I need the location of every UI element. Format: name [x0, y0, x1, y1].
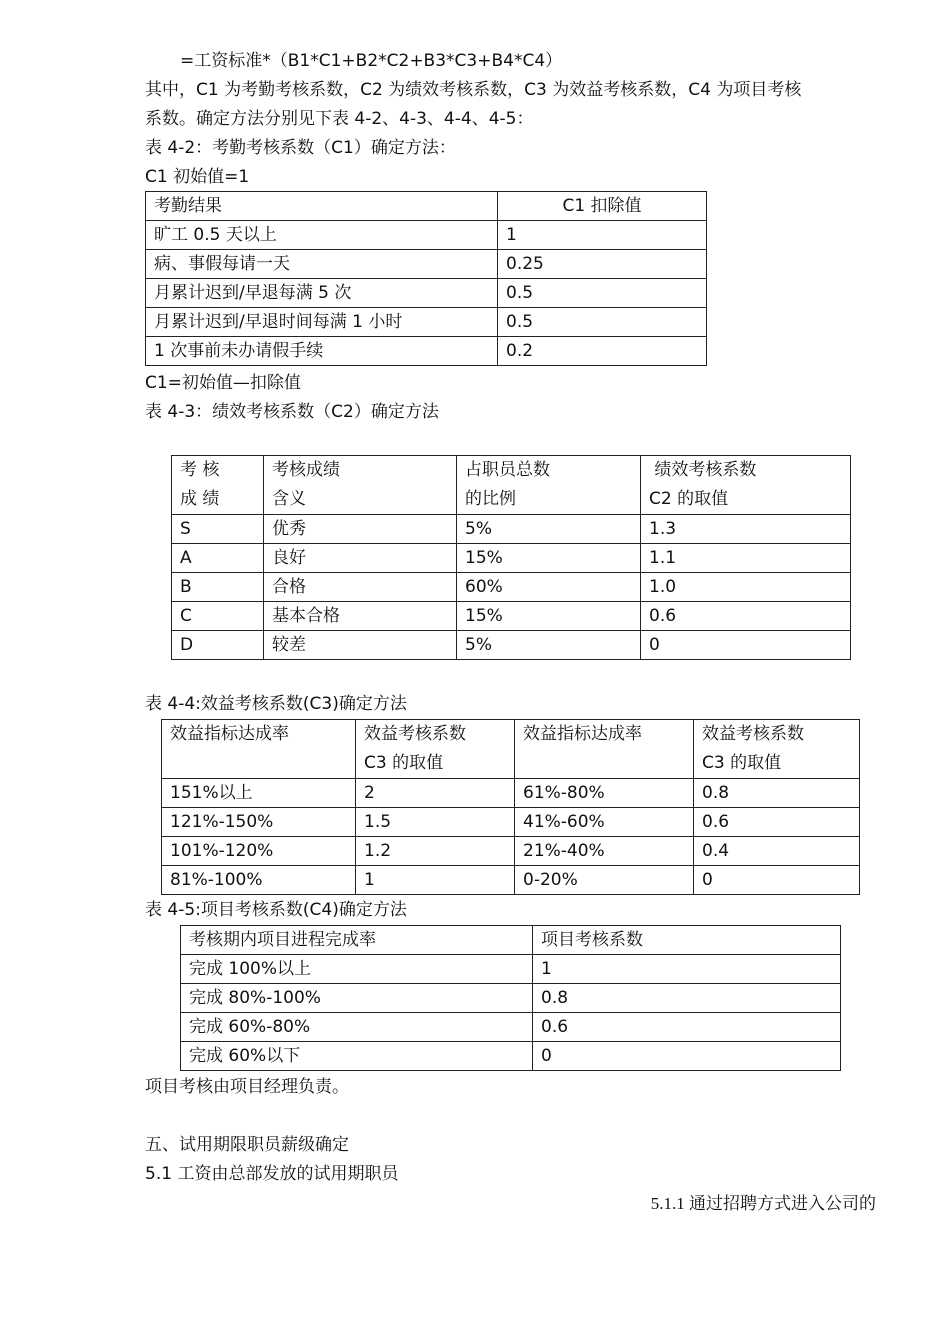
table-4-5-title: 表 4-5:项目考核系数(C4)确定方法 — [145, 900, 407, 920]
table-cell: 0.6 — [641, 602, 851, 631]
table-cell: 101%-120% — [162, 837, 356, 866]
header-cell: 考核成绩 含义 — [264, 456, 457, 515]
table-cell: 0.2 — [498, 337, 707, 366]
table-cell: 0.8 — [694, 779, 860, 808]
table-row — [172, 515, 851, 544]
header-cell: 绩效考核系数 C2 的取值 — [641, 456, 851, 515]
header-cell: 效益考核系数 C3 的取值 — [356, 720, 515, 779]
table-cell: 15% — [457, 602, 641, 631]
header-cell: 效益指标达成率 — [162, 720, 356, 779]
table-4-3-title: 表 4-3：绩效考核系数（C2）确定方法 — [145, 402, 439, 422]
c1-formula: C1=初始值—扣除值 — [145, 373, 301, 393]
table-cell: C — [172, 602, 264, 631]
table-cell: 月累计迟到/早退每满 5 次 — [146, 279, 498, 308]
header-cell: 考勤结果 — [146, 192, 498, 221]
table-cell: 0 — [694, 866, 860, 895]
table-cell: 1 次事前未办请假手续 — [146, 337, 498, 366]
table-row — [172, 631, 851, 660]
table-header-row — [162, 720, 860, 779]
table-cell: 1.5 — [356, 808, 515, 837]
table-cell: D — [172, 631, 264, 660]
section-5-heading: 五、试用期限职员薪级确定 — [145, 1135, 349, 1155]
table-cell: 完成 60%-80% — [181, 1013, 533, 1042]
table-4-2-title: 表 4-2：考勤考核系数（C1）确定方法： — [145, 138, 456, 158]
table-header-row — [172, 456, 851, 515]
table-cell: S — [172, 515, 264, 544]
table-row — [146, 250, 707, 279]
table-cell: 0.25 — [498, 250, 707, 279]
table-cell: B — [172, 573, 264, 602]
table-cell: 0.5 — [498, 308, 707, 337]
description-line-2: 系数。确定方法分别见下表 4-2、4-3、4-4、4-5： — [145, 109, 534, 129]
table-row — [172, 573, 851, 602]
table-cell: 0.6 — [694, 808, 860, 837]
table-cell: 5% — [457, 631, 641, 660]
table-row — [181, 955, 841, 984]
table-cell: 较差 — [264, 631, 457, 660]
table-4-5 — [180, 925, 841, 1071]
table-4-2 — [145, 191, 707, 366]
table-row — [172, 602, 851, 631]
section-5-1-heading: 5.1 工资由总部发放的试用期职员 — [145, 1164, 399, 1184]
table-cell: 151%以上 — [162, 779, 356, 808]
table-cell: 病、事假每请一天 — [146, 250, 498, 279]
table-row — [172, 544, 851, 573]
table-cell: 0 — [533, 1042, 841, 1071]
table-cell: 完成 80%-100% — [181, 984, 533, 1013]
table-cell: 月累计迟到/早退时间每满 1 小时 — [146, 308, 498, 337]
table-cell: 41%-60% — [515, 808, 694, 837]
table-row — [181, 1013, 841, 1042]
table-cell: 1 — [356, 866, 515, 895]
project-review-note: 项目考核由项目经理负责。 — [145, 1077, 349, 1097]
table-cell: 1 — [498, 221, 707, 250]
formula-line: =工资标准*（B1*C1+B2*C2+B3*C3+B4*C4） — [180, 51, 563, 71]
table-cell: 优秀 — [264, 515, 457, 544]
table-cell: 15% — [457, 544, 641, 573]
table-cell: 基本合格 — [264, 602, 457, 631]
header-cell: 占职员总数 的比例 — [457, 456, 641, 515]
table-cell: 1.3 — [641, 515, 851, 544]
table-cell: 61%-80% — [515, 779, 694, 808]
table-cell: 5% — [457, 515, 641, 544]
table-cell: 60% — [457, 573, 641, 602]
table-cell: 1.0 — [641, 573, 851, 602]
table-cell: 1.2 — [356, 837, 515, 866]
section-5-1-1-heading: 5.1.1 通过招聘方式进入公司的 — [650, 1194, 876, 1213]
table-cell: 121%-150% — [162, 808, 356, 837]
table-row — [146, 279, 707, 308]
table-header-row — [181, 926, 841, 955]
table-header-row — [146, 192, 707, 221]
table-cell: 2 — [356, 779, 515, 808]
table-row — [146, 221, 707, 250]
description-line-1: 其中，C1 为考勤考核系数，C2 为绩效考核系数，C3 为效益考核系数，C4 为项目考核 — [145, 80, 802, 100]
table-cell: 1.1 — [641, 544, 851, 573]
table-4-3 — [171, 455, 851, 660]
header-cell: 项目考核系数 — [533, 926, 841, 955]
table-cell: 0.6 — [533, 1013, 841, 1042]
table-row — [162, 837, 860, 866]
table-cell: 21%-40% — [515, 837, 694, 866]
table-cell: 0-20% — [515, 866, 694, 895]
table-cell: 完成 60%以下 — [181, 1042, 533, 1071]
table-cell: 旷工 0.5 天以上 — [146, 221, 498, 250]
table-cell: 1 — [533, 955, 841, 984]
table-row — [146, 337, 707, 366]
table-row — [162, 808, 860, 837]
table-row — [181, 984, 841, 1013]
table-cell: 0.4 — [694, 837, 860, 866]
header-cell: C1 扣除值 — [498, 192, 707, 221]
table-cell: 完成 100%以上 — [181, 955, 533, 984]
table-cell: 0.5 — [498, 279, 707, 308]
table-cell: 良好 — [264, 544, 457, 573]
table-row — [181, 1042, 841, 1071]
header-cell: 效益指标达成率 — [515, 720, 694, 779]
table-cell: A — [172, 544, 264, 573]
header-cell: 效益考核系数 C3 的取值 — [694, 720, 860, 779]
table-cell: 0.8 — [533, 984, 841, 1013]
header-cell: 考 核 成 绩 — [172, 456, 264, 515]
table-row — [162, 779, 860, 808]
table-4-4-title: 表 4-4:效益考核系数(C3)确定方法 — [145, 694, 407, 714]
table-row — [162, 866, 860, 895]
header-cell: 考核期内项目进程完成率 — [181, 926, 533, 955]
table-cell: 0 — [641, 631, 851, 660]
table-cell: 81%-100% — [162, 866, 356, 895]
table-cell: 合格 — [264, 573, 457, 602]
table-row — [146, 308, 707, 337]
c1-initial-value: C1 初始值=1 — [145, 167, 250, 187]
table-4-4 — [161, 719, 860, 895]
